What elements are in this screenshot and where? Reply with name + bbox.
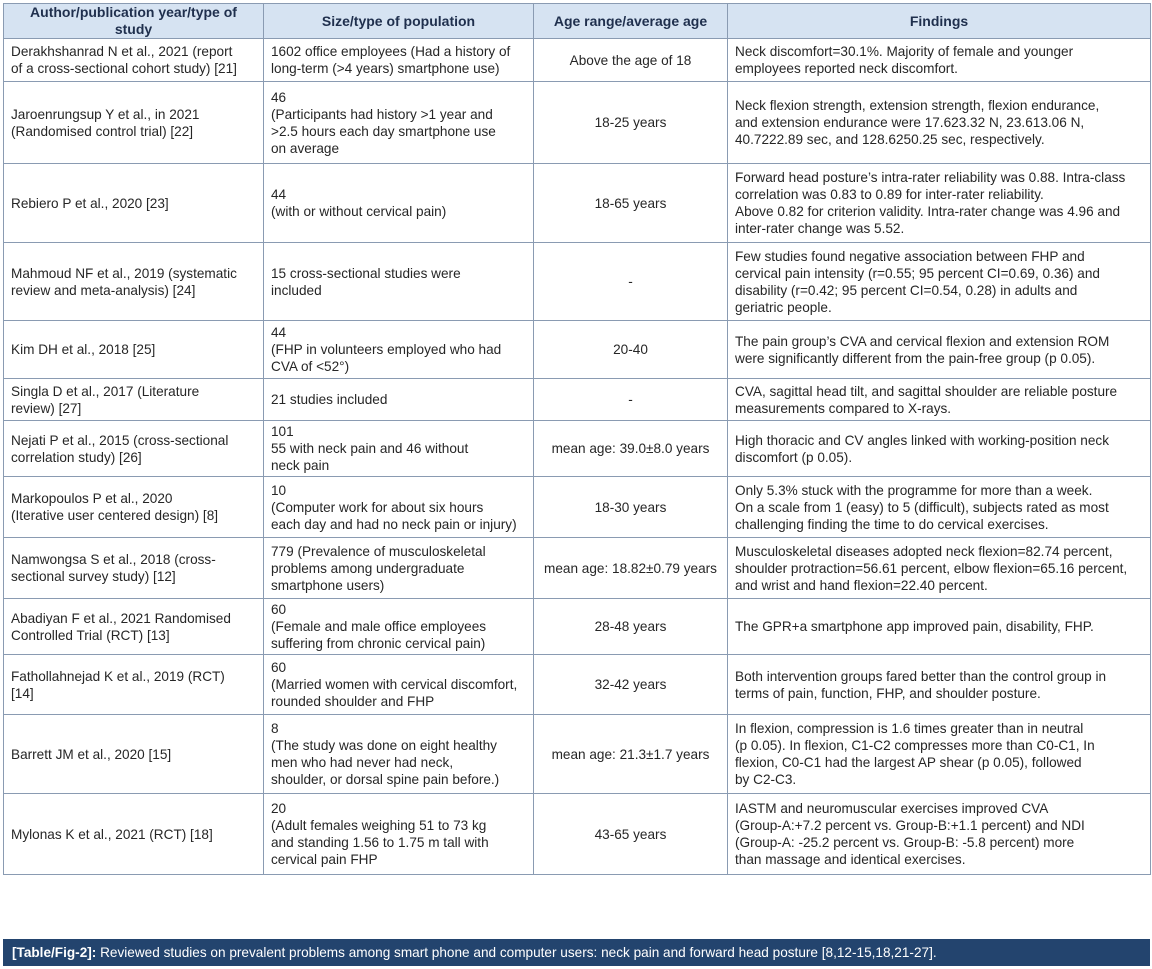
findings-cell — [728, 39, 1151, 82]
findings-cell — [728, 794, 1151, 875]
findings-cell — [728, 321, 1151, 379]
cell-line: Neck discomfort=30.1%. Majority of female and younger — [735, 44, 1074, 59]
cell-line: 60 — [271, 602, 287, 617]
cell-line: (Group-A:+7.2 percent vs. Group-B:+1.1 percent) and NDI — [735, 818, 1085, 833]
cell-line: Both intervention groups fared better than the control group in — [735, 668, 1107, 684]
cell-line: review and meta-analysis) [24] — [11, 282, 196, 298]
cell-line: Rebiero P et al., 2020 [23] — [11, 195, 169, 211]
header-author: Author/publication year/type of study — [4, 4, 264, 39]
population-cell — [264, 379, 534, 421]
age-cell: - — [534, 243, 728, 321]
cell-line: disability (r=0.42; 95 percent CI=0.54, 0.28) in adults and — [735, 282, 1078, 298]
findings-cell — [728, 655, 1151, 715]
findings-cell — [728, 599, 1151, 655]
cell-line: 60 — [271, 660, 287, 675]
population-cell — [264, 655, 534, 715]
population-cell — [264, 243, 534, 321]
cell-line: flexion, C0-C1 had the largest AP shear (p 0.05), followed — [735, 755, 1082, 770]
population-cell — [264, 477, 534, 538]
population-cell — [264, 421, 534, 477]
cell-line: In flexion, compression is 1.6 times greater than in neutral — [735, 721, 1084, 736]
cell-line: rounded shoulder and FHP — [271, 694, 435, 709]
cell-line: discomfort (p 0.05). — [735, 449, 853, 465]
population-cell — [264, 715, 534, 794]
cell-line: (Female and male office employees — [271, 619, 487, 634]
findings-cell — [728, 164, 1151, 243]
cell-line: Few studies found negative association between FHP and — [735, 248, 1085, 264]
table-body — [4, 39, 1151, 875]
cell-line: On a scale from 1 (easy) to 5 (difficult), subjects rated as most — [735, 499, 1109, 515]
cell-line: and extension endurance were 17.623.32 N, 23.613.06 N, — [735, 115, 1085, 130]
cell-line: Mylonas K et al., 2021 (RCT) [18] — [11, 826, 213, 842]
age-cell: 28-48 years — [534, 599, 728, 655]
cell-line: correlation was 0.83 to 0.89 for inter-rater reliability. — [735, 187, 1044, 202]
cell-line: 55 with neck pain and 46 without — [271, 441, 469, 456]
cell-line: shoulder protraction=56.61 percent, elbow flexion=65.16 percent, — [735, 560, 1128, 576]
header-population: Size/type of population — [264, 4, 534, 39]
cell-line: >2.5 hours each day smartphone use — [271, 123, 496, 139]
cell-line: by C2-C3. — [735, 772, 797, 787]
population-cell — [264, 599, 534, 655]
age-cell: 20-40 — [534, 321, 728, 379]
table-row — [4, 538, 1151, 599]
cell-line: (The study was done on eight healthy — [271, 738, 497, 753]
table-row — [4, 477, 1151, 538]
cell-line: The pain group’s CVA and cervical flexion and extension ROM — [735, 333, 1110, 349]
cell-line: and standing 1.56 to 1.75 m tall with — [271, 835, 489, 850]
cell-line: problems among undergraduate — [271, 560, 465, 576]
cell-line: men who had never had neck, — [271, 755, 454, 770]
cell-line: (Computer work for about six hours — [271, 499, 484, 515]
cell-line: Namwongsa S et al., 2018 (cross- — [11, 552, 216, 567]
age-cell: 43-65 years — [534, 794, 728, 875]
table-row — [4, 715, 1151, 794]
cell-line: sectional survey study) [12] — [11, 569, 176, 584]
cell-line: CVA of <52°) — [271, 359, 350, 374]
table-row — [4, 655, 1151, 715]
findings-cell — [728, 243, 1151, 321]
header-age: Age range/average age — [534, 4, 728, 39]
cell-line: Only 5.3% stuck with the programme for more than a week. — [735, 482, 1093, 498]
cell-line: inter-rater change was 5.52. — [735, 221, 905, 236]
cell-line: (Group-A: -25.2 percent vs. Group-B: -5.8 percent) more — [735, 835, 1075, 850]
population-cell — [264, 82, 534, 164]
findings-cell — [728, 421, 1151, 477]
cell-line: each day and had no neck pain or injury) — [271, 516, 517, 532]
cell-line: 8 — [271, 721, 279, 736]
caption-label: [Table/Fig-2]: — [12, 945, 97, 960]
cell-line: 1602 office employees (Had a history of — [271, 44, 511, 59]
cell-line: 40.7222.89 sec, and 128.6250.25 sec, respectively. — [735, 132, 1045, 147]
cell-line: Mahmoud NF et al., 2019 (systematic — [11, 265, 237, 281]
cell-line: (Adult females weighing 51 to 73 kg — [271, 818, 487, 833]
caption-text: Reviewed studies on prevalent problems among smart phone and computer users: neck pain and forward head posture [8,12-15,18,21-27]. — [100, 945, 937, 960]
table-row — [4, 82, 1151, 164]
cell-line: geriatric people. — [735, 299, 832, 315]
population-cell — [264, 794, 534, 875]
cell-line: Jaroenrungsup Y et al., in 2021 — [11, 106, 200, 122]
findings-cell — [728, 477, 1151, 538]
author-cell — [4, 39, 264, 82]
cell-line: Barrett JM et al., 2020 [15] — [11, 746, 172, 762]
cell-line: Kim DH et al., 2018 [25] — [11, 342, 156, 357]
cell-line: 101 — [271, 424, 294, 439]
cell-line: long-term (>4 years) smartphone use) — [271, 61, 500, 76]
cell-line: (FHP in volunteers employed who had — [271, 342, 502, 357]
author-cell — [4, 794, 264, 875]
table-row — [4, 321, 1151, 379]
cell-line: employees reported neck discomfort. — [735, 61, 958, 76]
population-cell — [264, 321, 534, 379]
author-cell — [4, 655, 264, 715]
cell-line: 20 — [271, 801, 287, 816]
cell-line: Controlled Trial (RCT) [13] — [11, 627, 170, 643]
author-cell — [4, 715, 264, 794]
table-row — [4, 421, 1151, 477]
cell-line: challenging finding the time to do cervical exercises. — [735, 516, 1049, 532]
cell-line: 44 — [271, 187, 287, 202]
age-cell: - — [534, 379, 728, 421]
author-cell — [4, 421, 264, 477]
author-cell — [4, 82, 264, 164]
cell-line: (with or without cervical pain) — [271, 204, 447, 219]
cell-line: cervical pain intensity (r=0.55; 95 percent CI=0.69, 0.36) and — [735, 265, 1100, 281]
cell-line: (p 0.05). In flexion, C1-C2 compresses more than C0-C1, In — [735, 738, 1095, 753]
age-cell: mean age: 21.3±1.7 years — [534, 715, 728, 794]
cell-line: (Married women with cervical discomfort, — [271, 677, 518, 692]
cell-line: measurements compared to X-rays. — [735, 400, 952, 416]
author-cell — [4, 477, 264, 538]
cell-line: CVA, sagittal head tilt, and sagittal shoulder are reliable posture — [735, 383, 1118, 399]
author-cell — [4, 164, 264, 243]
age-cell: 18-65 years — [534, 164, 728, 243]
cell-line: The GPR+a smartphone app improved pain, disability, FHP. — [735, 619, 1094, 634]
cell-line: (Participants had history >1 year and — [271, 106, 493, 122]
cell-line: Neck flexion strength, extension strength, flexion endurance, — [735, 98, 1100, 113]
table-row — [4, 243, 1151, 321]
cell-line: cervical pain FHP — [271, 852, 378, 867]
cell-line: Markopoulos P et al., 2020 — [11, 491, 173, 506]
cell-line: (Randomised control trial) [22] — [11, 123, 194, 139]
cell-line: Fathollahnejad K et al., 2019 (RCT) — [11, 668, 225, 684]
population-cell — [264, 39, 534, 82]
cell-line: 15 cross-sectional studies were — [271, 265, 461, 281]
cell-line: smartphone users) — [271, 577, 385, 593]
cell-line: were significantly different from the pain-free group (p 0.05). — [735, 350, 1096, 366]
table-row — [4, 599, 1151, 655]
cell-line: Derakhshanrad N et al., 2021 (report — [11, 44, 233, 59]
cell-line: than massage and identical exercises. — [735, 852, 966, 867]
table-caption — [3, 939, 1150, 966]
age-cell: 18-30 years — [534, 477, 728, 538]
cell-line: Nejati P et al., 2015 (cross-sectional — [11, 432, 229, 448]
cell-line: Musculoskeletal diseases adopted neck flexion=82.74 percent, — [735, 543, 1113, 559]
cell-line: 46 — [271, 89, 287, 105]
population-cell — [264, 164, 534, 243]
cell-line: IASTM and neuromuscular exercises improved CVA — [735, 801, 1049, 816]
cell-line: 21 studies included — [271, 392, 388, 407]
cell-line: 44 — [271, 325, 287, 340]
age-cell: mean age: 18.82±0.79 years — [534, 538, 728, 599]
cell-line: correlation study) [26] — [11, 449, 142, 465]
cell-line: shoulder, or dorsal spine pain before.) — [271, 772, 500, 787]
cell-line: and wrist and hand flexion=22.40 percent. — [735, 577, 988, 593]
findings-cell — [728, 82, 1151, 164]
cell-line: Forward head posture’s intra-rater reliability was 0.88. Intra-class — [735, 170, 1126, 185]
cell-line: terms of pain, function, FHP, and shoulder posture. — [735, 685, 1041, 701]
findings-cell — [728, 538, 1151, 599]
author-cell — [4, 321, 264, 379]
cell-line: included — [271, 282, 322, 298]
cell-line: (Iterative user centered design) [8] — [11, 508, 219, 523]
cell-line: suffering from chronic cervical pain) — [271, 636, 486, 651]
age-cell: 18-25 years — [534, 82, 728, 164]
author-cell — [4, 243, 264, 321]
age-cell: mean age: 39.0±8.0 years — [534, 421, 728, 477]
findings-cell — [728, 379, 1151, 421]
age-cell: 32-42 years — [534, 655, 728, 715]
cell-line: Singla D et al., 2017 (Literature — [11, 383, 200, 399]
cell-line: on average — [271, 140, 340, 156]
author-cell — [4, 379, 264, 421]
population-cell — [264, 538, 534, 599]
cell-line: Above 0.82 for criterion validity. Intra-rater change was 4.96 and — [735, 204, 1121, 219]
table-row — [4, 379, 1151, 421]
table-row — [4, 794, 1151, 875]
table-row — [4, 164, 1151, 243]
table-row — [4, 39, 1151, 82]
age-cell: Above the age of 18 — [534, 39, 728, 82]
findings-cell — [728, 715, 1151, 794]
cell-line: neck pain — [271, 458, 330, 473]
cell-line: of a cross-sectional cohort study) [21] — [11, 61, 237, 76]
cell-line: 10 — [271, 482, 287, 498]
cell-line: 779 (Prevalence of musculoskeletal — [271, 543, 486, 559]
studies-table — [3, 3, 1151, 875]
header-row — [4, 4, 1151, 39]
author-cell — [4, 599, 264, 655]
cell-line: Abadiyan F et al., 2021 Randomised — [11, 610, 231, 626]
cell-line: review) [27] — [11, 400, 82, 416]
cell-line: High thoracic and CV angles linked with working-position neck — [735, 432, 1110, 448]
header-findings: Findings — [728, 4, 1151, 39]
table-header — [4, 4, 1151, 39]
author-cell — [4, 538, 264, 599]
cell-line: [14] — [11, 685, 34, 701]
